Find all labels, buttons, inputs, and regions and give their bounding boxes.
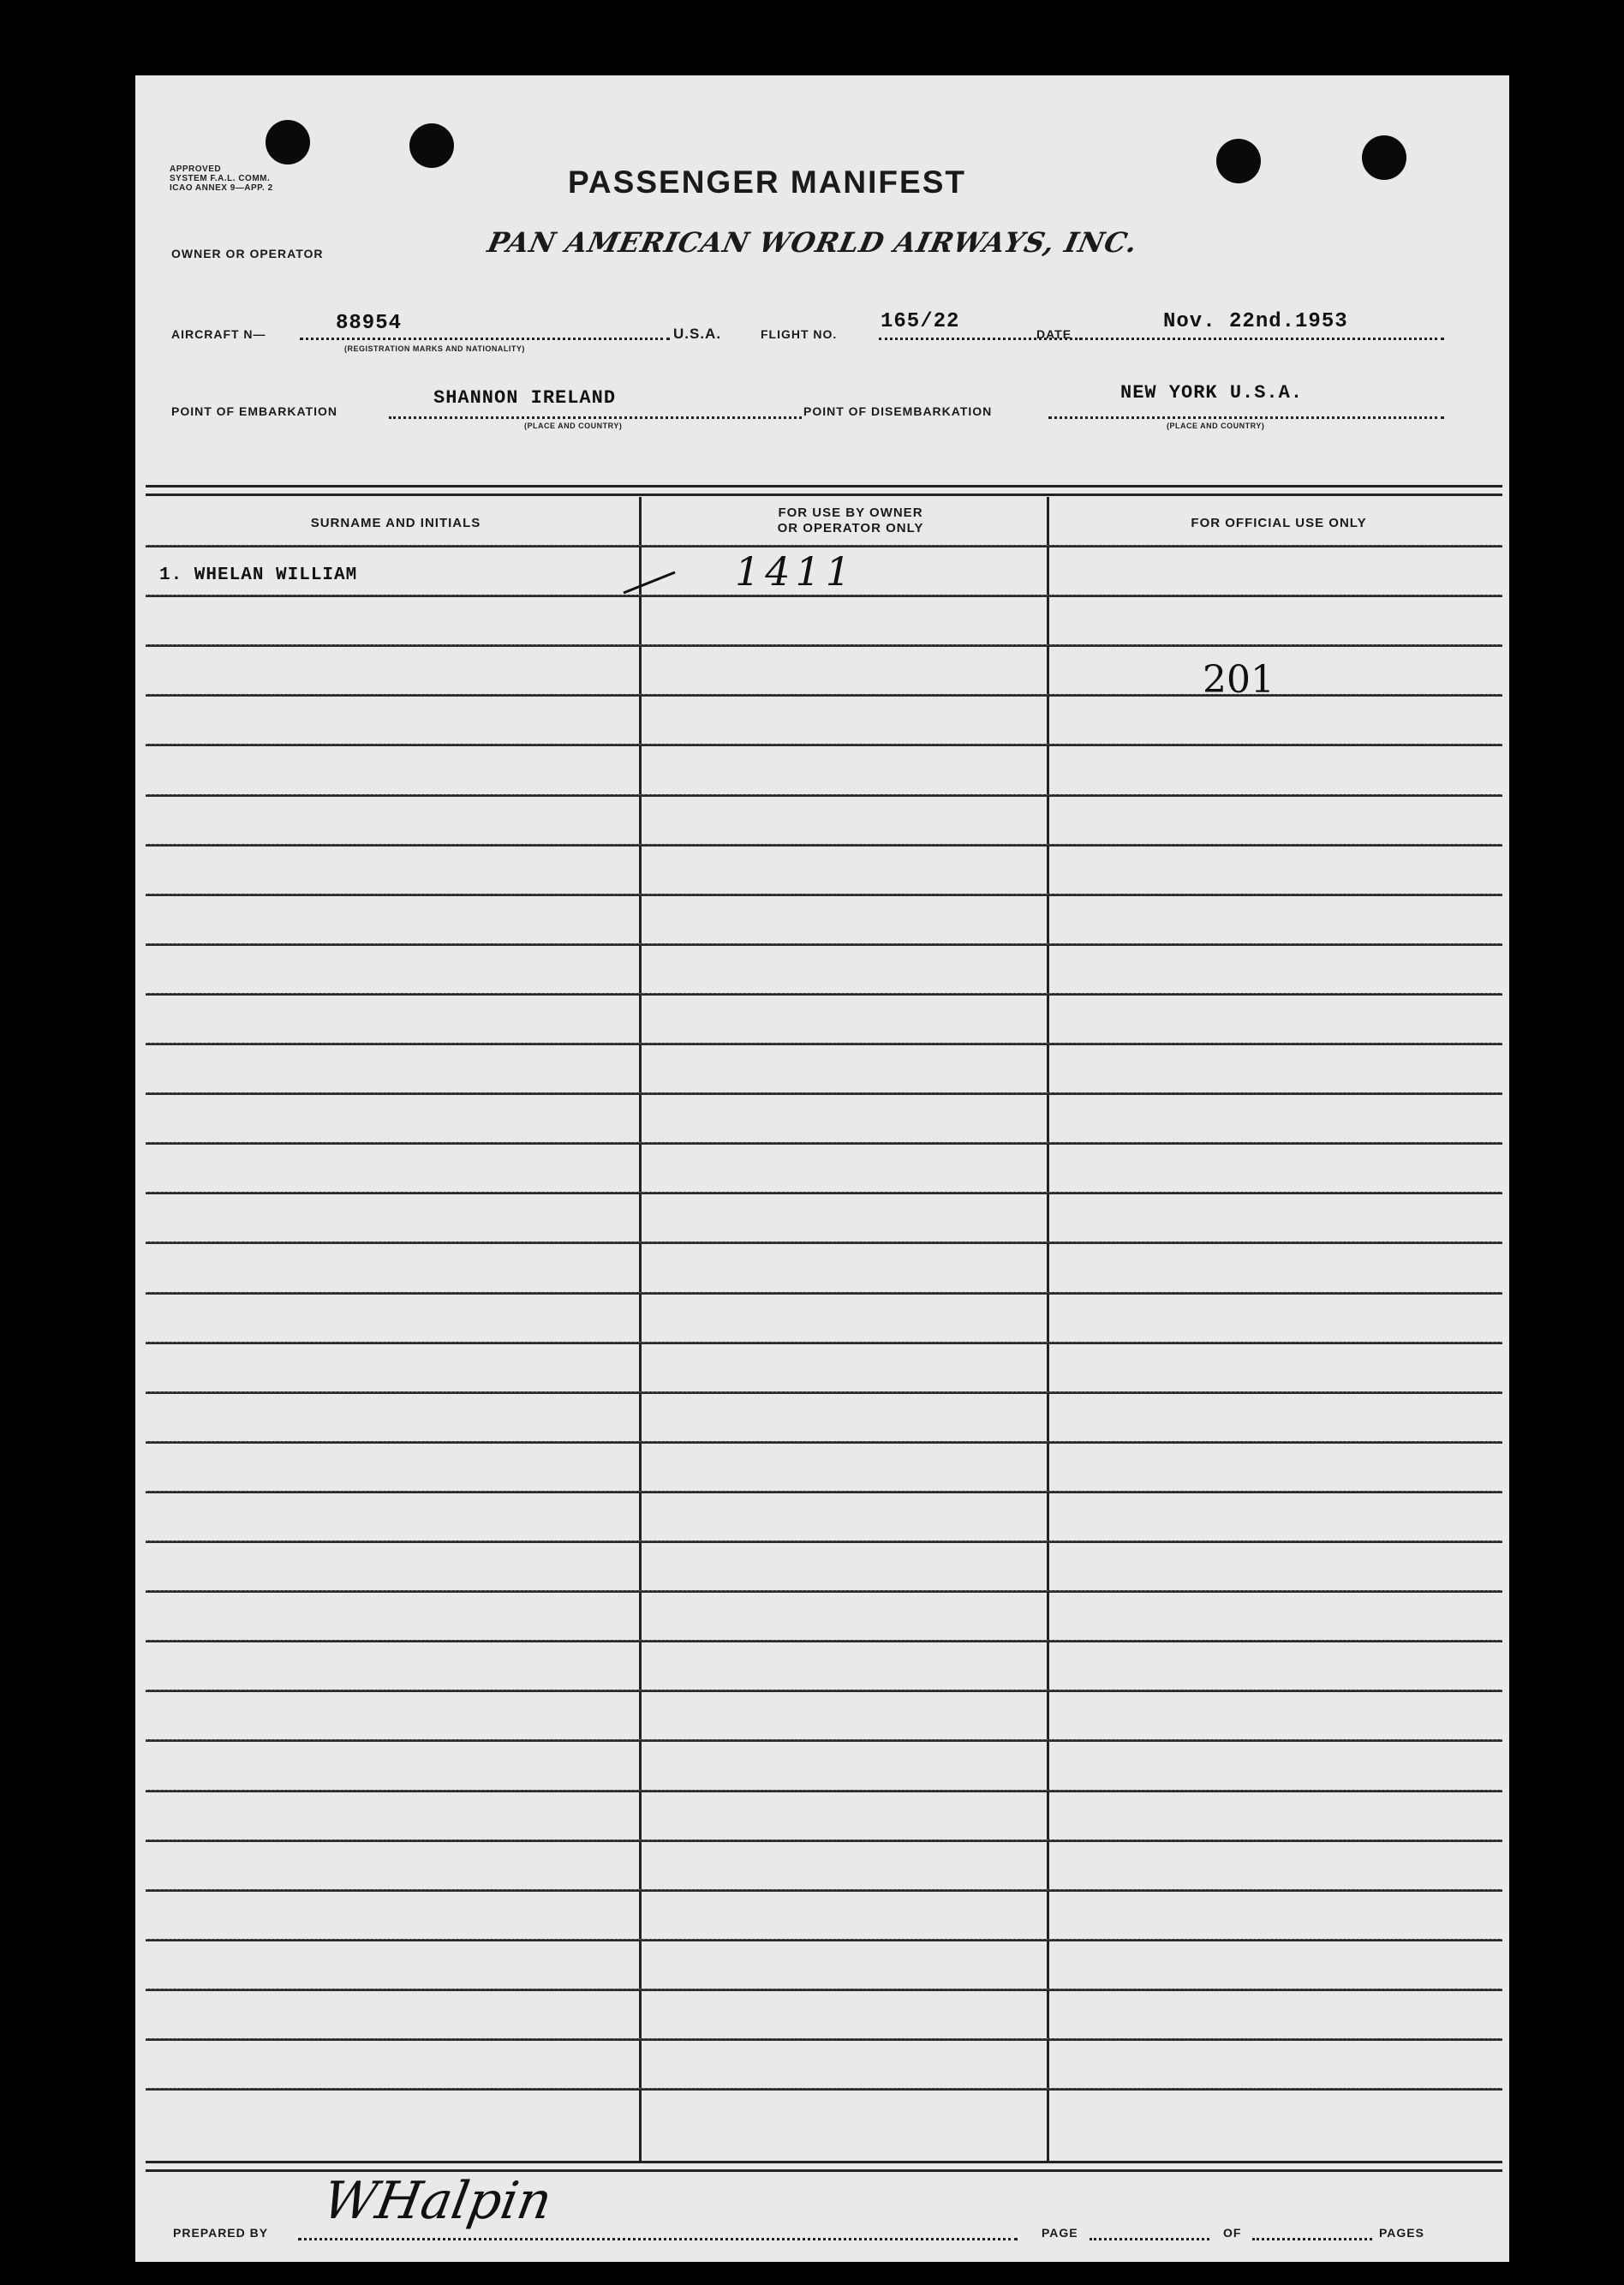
row-rule	[146, 794, 1502, 797]
disembarkation-value: NEW YORK U.S.A.	[1120, 382, 1304, 404]
table-bottom-rule	[146, 2161, 1502, 2163]
row-rule	[146, 943, 1502, 946]
row-rule	[146, 1839, 1502, 1842]
punch-hole	[1216, 139, 1261, 183]
table-top-rule	[146, 485, 1502, 488]
date-value: Nov. 22nd.1953	[1163, 310, 1348, 333]
embarkation-label: POINT OF EMBARKATION	[171, 404, 337, 418]
row-rule	[146, 744, 1502, 746]
official-stamp-number: 201	[1203, 658, 1275, 702]
row-rule	[146, 595, 1502, 597]
row-rule	[146, 694, 1502, 697]
row-rule	[146, 1092, 1502, 1095]
row-rule	[146, 894, 1502, 896]
flight-value: 165/22	[881, 310, 960, 333]
punch-hole	[409, 123, 454, 168]
row-rule	[146, 844, 1502, 846]
row-rule	[146, 2038, 1502, 2041]
row-rule	[146, 1491, 1502, 1493]
owner-name: PAN AMERICAN WORLD AIRWAYS, INC.	[484, 226, 1141, 259]
aircraft-underline	[300, 338, 670, 340]
disembarkation-sublabel: (PLACE AND COUNTRY)	[1167, 422, 1265, 430]
page-title: PASSENGER MANIFEST	[568, 164, 966, 200]
table-top-rule	[146, 493, 1502, 496]
row-rule	[146, 1790, 1502, 1792]
row-rule	[146, 1391, 1502, 1394]
row-rule	[146, 993, 1502, 996]
row-rule	[146, 1241, 1502, 1244]
date-label: DATE	[1036, 327, 1072, 341]
row-rule	[146, 1192, 1502, 1194]
of-label: OF	[1223, 2226, 1242, 2240]
aircraft-sublabel: (REGISTRATION MARKS AND NATIONALITY)	[344, 344, 525, 353]
page-label: PAGE	[1042, 2226, 1078, 2240]
row-rule	[146, 1739, 1502, 1742]
aircraft-value: 88954	[336, 312, 403, 335]
row-rule	[146, 1590, 1502, 1593]
row-rule	[146, 1441, 1502, 1444]
approval-block	[170, 164, 273, 193]
pages-label: PAGES	[1379, 2226, 1424, 2240]
approval-line: SYSTEM F.A.L. COMM.	[170, 174, 271, 183]
row-rule	[146, 1889, 1502, 1892]
row-rule	[146, 1939, 1502, 1941]
owner-label: OWNER OR OPERATOR	[171, 247, 324, 260]
nationality-text: U.S.A.	[673, 326, 722, 342]
column-header-surname: SURNAME AND INITIALS	[310, 516, 481, 530]
check-mark	[620, 564, 680, 598]
row-rule	[146, 1292, 1502, 1295]
prepared-by-label: PREPARED BY	[173, 2226, 269, 2240]
prepared-by-underline	[298, 2238, 1018, 2240]
row-rule	[146, 1640, 1502, 1642]
column-header-operator	[646, 505, 1055, 536]
row-rule	[146, 1989, 1502, 1991]
flight-label: FLIGHT NO.	[761, 327, 838, 341]
date-underline	[1079, 338, 1444, 340]
punch-hole	[266, 120, 310, 164]
disembarkation-label: POINT OF DISEMBARKATION	[803, 404, 993, 418]
column-divider	[1047, 497, 1049, 2161]
embarkation-sublabel: (PLACE AND COUNTRY)	[524, 422, 623, 430]
row-rule	[146, 1142, 1502, 1145]
row-rule	[146, 1540, 1502, 1543]
row-rule	[146, 1690, 1502, 1692]
aircraft-label: AIRCRAFT N—	[171, 327, 266, 341]
column-header-operator-line: OR OPERATOR ONLY	[777, 521, 924, 535]
column-header-operator-line: FOR USE BY OWNER	[778, 505, 923, 520]
page-underline	[1090, 2238, 1209, 2240]
row-rule	[146, 545, 1502, 547]
embarkation-underline	[389, 416, 802, 419]
column-header-official: FOR OFFICIAL USE ONLY	[1191, 516, 1367, 530]
of-underline	[1252, 2238, 1372, 2240]
approval-line: APPROVED	[170, 164, 222, 174]
passenger-name: 1. WHELAN WILLIAM	[159, 565, 358, 585]
operator-note: 1411	[735, 548, 857, 595]
row-rule	[146, 2088, 1502, 2091]
disembarkation-underline	[1048, 416, 1444, 419]
signature: WHalpin	[318, 2171, 557, 2231]
approval-line: ICAO ANNEX 9—APP. 2	[170, 183, 273, 193]
column-divider	[639, 497, 642, 2161]
row-rule	[146, 644, 1502, 647]
punch-hole	[1362, 135, 1406, 180]
embarkation-value: SHANNON IRELAND	[433, 387, 617, 409]
row-rule	[146, 1043, 1502, 1045]
manifest-sheet	[135, 75, 1509, 2262]
row-rule	[146, 1342, 1502, 1344]
